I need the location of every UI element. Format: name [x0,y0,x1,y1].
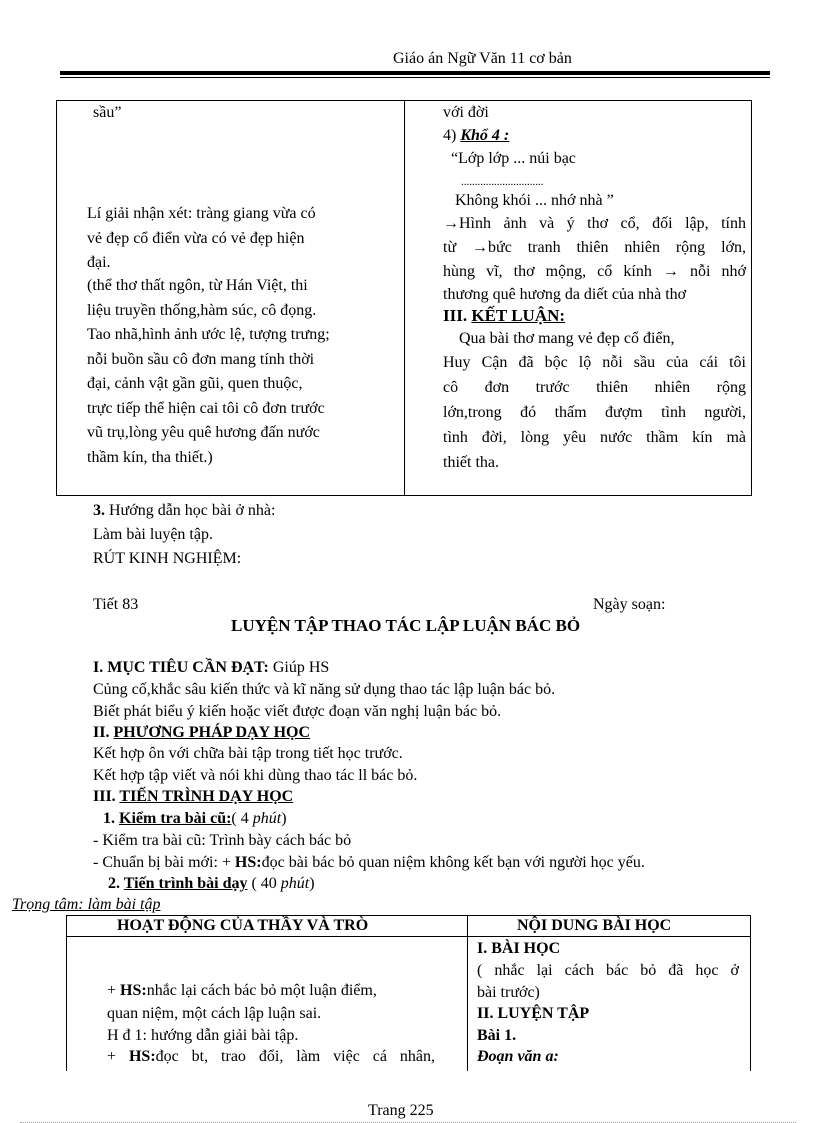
content-line: Đoạn văn a: [477,1048,559,1065]
method-line: Kết hợp tập viết và nói khi dùng thao tác ll bác bỏ. [93,767,418,784]
old-lesson-check-line: - Kiểm tra bài cũ: Trình bày cách bác bỏ [93,832,352,849]
activity-line [107,1045,435,1068]
step2-number: 2. [108,875,124,892]
activity-line: H đ 1: hướng dẫn giải bài tập. [107,1027,299,1044]
homework-number: 3. [93,502,109,519]
prep-hs-label: HS: [234,854,262,871]
conclusion-number: III. [443,306,472,325]
homework-line: Làm bài luyện tập. [93,526,213,543]
homework-title: Hướng dẫn học bài ở nhà: [109,502,276,519]
objectives-suffix: Giúp HS [268,659,330,676]
method-number: II. [93,724,114,741]
step1-time-unit: phút [252,810,282,827]
rut-kinh-nghiem: RÚT KINH NGHIỆM: [93,550,242,567]
continuation-table [56,100,752,496]
ellipsis-line: .............................. [461,176,544,188]
focus-value: làm bài tập [83,896,161,913]
step1-number: 1. [103,810,119,827]
poem-quote-end: Không khói ... nhớ nhà ” [455,192,614,209]
content-line: II. LUYỆN TẬP [477,1005,590,1022]
poem-quote-start: “Lớp lớp ... núi bạc [451,150,576,167]
activity-line: quan niệm, một cách lập luận sai. [107,1005,322,1022]
lesson-process-heading [108,872,315,895]
step1-title: Kiểm tra bài cũ: [119,810,232,827]
left-cell-line: sầu” [93,104,122,121]
process-heading [93,785,293,808]
conclusion-heading [443,304,565,327]
header-activities: HOẠT ĐỘNG CỦA THẦY VÀ TRÒ [117,917,369,934]
left-cell-line: Lí giải nhận xét: tràng giang vừa có [87,205,316,222]
conclusion-title: KẾT LUẬN: [471,306,566,325]
kho4-label: Khổ 4 : [460,127,510,144]
content-line: ( nhắc lại cách bác bỏ đã học ở [477,962,739,979]
content-line: Bài 1. [477,1027,517,1044]
analysis-line: hùng vĩ, thơ mộng, cổ kính → nỗi nhớ [443,263,746,280]
content-line: I. BÀI HỌC [477,940,561,957]
activity-hs-label: HS: [128,1048,156,1065]
focus-label: Trọng tâm: [12,896,84,913]
conclusion-line: Qua bài thơ mang vẻ đẹp cổ điển, [459,330,675,347]
objective-line: Biết phát biểu ý kiến hoặc viết được đoạn văn nghị luận bác bỏ. [93,703,502,720]
left-cell-line: vũ trụ,lòng yêu quê hương đấn nước [87,424,320,441]
left-cell-line: đại. [87,254,111,271]
activity-prefix: + [107,1048,129,1065]
process-title: TIẾN TRÌNH DẠY HỌC [119,788,294,805]
activity-prefix: + [107,982,121,999]
conclusion-line: cô đơn trước thiên nhiên rộng [443,379,746,396]
conclusion-line: Huy Cận đã bộc lộ nỗi sầu của cái tôi [443,354,746,371]
header-rule-thick [60,71,770,75]
left-cell-line: thầm kín, tha thiết.) [87,449,213,466]
right-cell-line: với đời [443,104,489,121]
left-cell-line: Tao nhã,hình ảnh ước lệ, tượng trưng; [87,326,330,343]
lesson-number: Tiết 83 [93,596,139,613]
left-cell-line: vẻ đẹp cổ điển vừa có vẻ đẹp hiện [87,230,305,247]
method-heading [93,721,310,744]
page-number: Trang 225 [368,1102,434,1119]
step1-time-open: ( 4 [231,810,253,827]
left-cell-line: liệu truyền thống,hàm súc, cô đọng. [87,302,317,319]
activity-text: đọc bt, trao đổi, làm việc cá nhân, [155,1048,436,1065]
content-line: bài trước) [477,984,540,1001]
objective-line: Củng cố,khắc sâu kiến thức và kĩ năng sử dụng thao tác lập luận bác bỏ. [93,681,556,698]
objectives-title: I. MỤC TIÊU CẦN ĐẠT: [93,659,269,676]
new-lesson-prep-line [93,851,645,874]
analysis-line: từ →bức tranh thiên nhiên rộng lớn, [443,239,746,256]
activity-hs-label: HS: [120,982,147,999]
left-cell-line: (thể thơ thất ngôn, từ Hán Việt, thi [87,277,308,294]
method-line: Kết hợp ôn với chữa bài tập trong tiết học trước. [93,745,403,762]
left-cell-line: nỗi buồn sầu cô đơn mang tính thời [87,351,315,368]
prep-prefix: - Chuẩn bị bài mới: + [93,854,235,871]
activity-text: nhắc lại cách bác bỏ một luận điểm, [146,982,377,999]
process-number: III. [93,788,120,805]
table-divider [404,101,405,495]
kho4-heading [443,124,509,147]
analysis-line: thương quê hương da diết của nhà thơ [443,286,687,303]
lesson-title: LUYỆN TẬP THAO TÁC LẬP LUẬN BÁC BỎ [231,616,581,635]
method-title: PHƯƠNG PHÁP DẠY HỌC [113,724,311,741]
old-lesson-check-heading [103,807,287,830]
running-header: Giáo án Ngữ Văn 11 cơ bản [393,50,572,67]
step2-time-close: ) [309,875,315,892]
left-cell-line: trực tiếp thể hiện cai tôi cô đơn trước [87,400,325,417]
objectives-heading [93,656,329,679]
analysis-line: →Hình ảnh và ý thơ cổ, đối lập, tính [443,215,746,232]
conclusion-line: thiết tha. [443,454,499,471]
conclusion-line: lớn,trong đó thấm đượm tình người, [443,404,746,421]
step2-time-open: ( 40 [247,875,281,892]
left-cell-line: đại, cảnh vật gần gũi, quen thuộc, [87,375,303,392]
conclusion-line: tình đời, lòng yêu nước thầm kín mà [443,429,746,446]
step1-time-close: ) [281,810,287,827]
table-divider [467,916,468,1071]
activity-table [66,915,751,1071]
step2-title: Tiến trình bài dạy [123,875,248,892]
prep-date-label: Ngày soạn: [593,596,666,613]
header-rule-thin [60,77,770,78]
activity-line [107,979,377,1002]
kho4-number: 4) [443,127,461,144]
homework-heading [93,499,275,522]
focus-note [12,893,160,916]
header-content: NỘI DUNG BÀI HỌC [517,917,672,934]
prep-text: đọc bài bác bỏ quan niệm không kết bạn với người học yếu. [261,854,645,871]
step2-time-unit: phút [280,875,310,892]
